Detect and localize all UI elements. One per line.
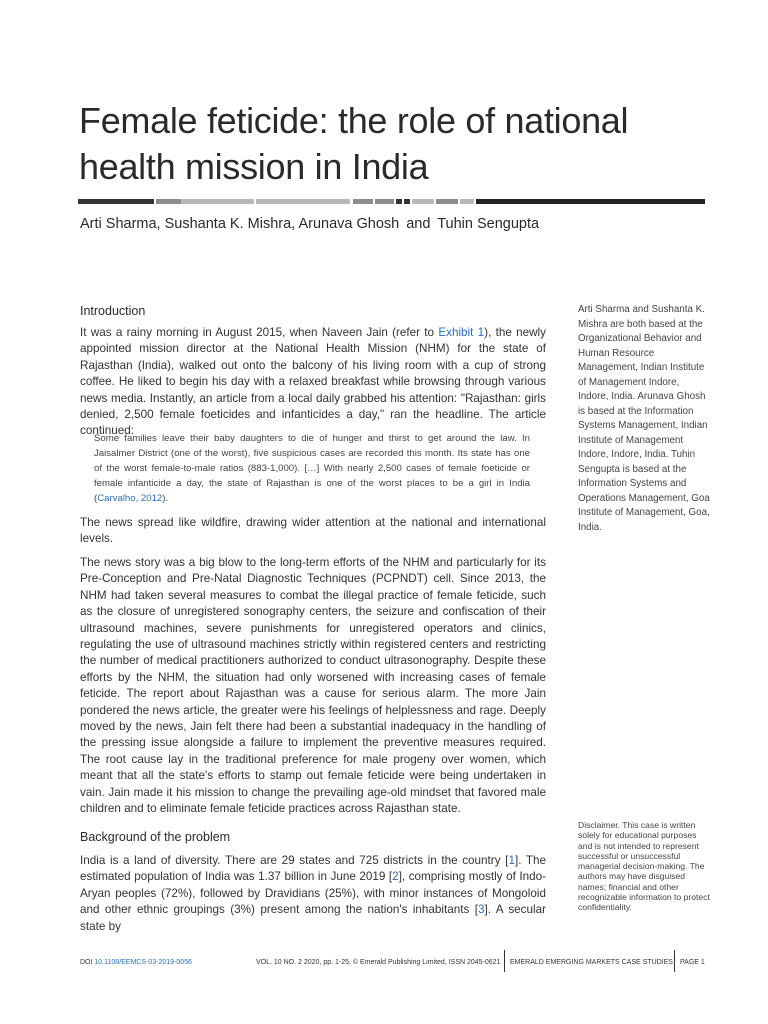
rule-segment — [460, 199, 474, 204]
quote-text: Some families leave their baby daughters to die of hunger and thirst to get around the law. In Jaisalmer District (one of the worst), five suspicious cases are recorded this month. Its state has one of the worst female-to-male ratios (883-1,000). […] With nearly 2,500 cases of female foeticide or female infanticide a day, the state of Rajasthan is one of the worst places to be a girl in India ( — [94, 433, 530, 505]
footer-journal-name: EMERALD EMERGING MARKETS CASE STUDIES — [510, 959, 673, 966]
footer-volume-info: VOL. 10 NO. 2 2020, pp. 1-25, © Emerald Publishing Limited, ISSN 2045-0621 — [256, 959, 501, 966]
background-heading: Background of the problem — [80, 830, 231, 844]
intro-paragraph-3 — [80, 555, 546, 818]
intro-paragraph-2 — [80, 515, 546, 548]
disclaimer-text: Disclaimer. This case is written solely for educational purposes and is not intended to represent successful or unsuccessful managerial decision-making. The authors may have disguised names; financial and other recognizable information to protect confidentiality. — [578, 820, 710, 913]
reference-1-link[interactable]: 1 — [508, 854, 515, 867]
author-name: Arti Sharma, — [80, 216, 161, 232]
author-name: Sushanta K. Mishra, — [164, 216, 296, 232]
footer-separator — [674, 950, 675, 972]
disclaimer-note — [578, 820, 710, 913]
doi-link[interactable]: 10.1108/EEMCS-03-2019-0056 — [94, 959, 192, 966]
intro-text: It was a rainy morning in August 2015, when Naveen Jain (refer to — [80, 326, 439, 339]
title-line-2: health mission in India — [79, 146, 429, 187]
rule-segment — [375, 199, 394, 204]
exhibit-1-link[interactable]: Exhibit 1 — [438, 326, 485, 339]
title-line-1: Female feticide: the role of national — [79, 100, 629, 141]
reference-2-link[interactable]: 2 — [392, 870, 399, 884]
author-name: Arunava Ghosh — [298, 216, 400, 232]
intro-paragraph-2-text: The news spread like wildfire, drawing wider attention at the national and international levels. — [80, 516, 546, 546]
carvalho-2012-citation-link[interactable]: Carvalho, 2012 — [97, 493, 163, 505]
rule-segment — [181, 199, 254, 204]
reference-3-link[interactable]: 3 — [478, 903, 485, 917]
rule-segment — [78, 199, 154, 204]
affiliation-text: Arti Sharma and Sushanta K. Mishra are both based at the Organizational Behavior and Human Resource Management, Indian Institute of Management Indore, Indore, India. Arunava Ghosh is based at the Information Systems Management, Indian Institute of Management Indore, Indore, India. Tuhin Sengupta is based at the Information Systems and Operations Management, Goa Institute of Management, Goa, India. — [578, 304, 710, 533]
rule-segment — [353, 199, 373, 204]
news-block-quote — [94, 431, 530, 506]
doi-label: DOI — [80, 959, 93, 966]
author-conjunction: and — [406, 216, 431, 232]
author-list — [80, 216, 539, 232]
paper-title — [79, 98, 679, 190]
footer-separator — [504, 950, 505, 972]
background-paragraph — [80, 853, 546, 935]
introduction-heading: Introduction — [80, 304, 146, 318]
rule-segment — [412, 199, 434, 204]
author-affiliations-sidebar — [578, 303, 710, 535]
footer-doi — [80, 959, 192, 966]
background-text: ]. The estimated population of India was 1.37 billion in June 2019 [ — [80, 854, 547, 884]
intro-text: ), the newly appointed mission director at the National Health Mission (NHM) for the state of Rajasthan (India), walked out onto the balcony of his living room with a cup of strong coffee. He liked to begin his day with a relaxed breakfast while browsing through various news media. Instantly, an article from a local daily grabbed his attention: "Rajasthan: girls denied, 2,500 female foeticides and infanticides a day," ran the headline. The article continued: — [80, 326, 546, 438]
author-name: Tuhin Sengupta — [437, 216, 540, 232]
footer-page-number: PAGE 1 — [680, 959, 705, 966]
rule-segment — [476, 199, 705, 204]
background-text: ], comprising mostly of Indo-Aryan peoples (72%), followed by Dravidians (25%), with minor instances of Mongoloid and other ethnic groupings (3%) present among the nation's inhabitants [ — [80, 870, 546, 917]
quote-text: ). — [162, 493, 169, 505]
rule-segment — [396, 199, 402, 204]
title-divider-rule — [78, 199, 705, 204]
rule-segment — [436, 199, 458, 204]
rule-segment — [256, 199, 350, 204]
rule-segment — [404, 199, 410, 204]
background-text: India is a land of diversity. There are 29 states and 725 districts in the country [ — [80, 854, 509, 867]
intro-paragraph-1 — [80, 325, 546, 440]
background-text: ]. A secular state by — [80, 903, 546, 933]
intro-paragraph-3-text: The news story was a big blow to the long-term efforts of the NHM and particularly for its Pre-Conception and Pre-Natal Diagnostic Techniques (PCPNDT) cell. Since 2013, the NHM had taken several measures to combat the illegal practice of female feticide, such as the closure of unregistered sonography centers, the seizure and confiscation of their ultrasound machines, severe punishments for unregistered operators and clinics, regulating the use of ultrasound machines strictly within registered centers and restricting the number of medical practitioners authorized to conduct ultrasonography. Despite these efforts by the NHM, the situation had only worsened with increasing cases of female feticide. The report about Rajasthan was a cause for serious alarm. The more Jain pondered the news article, the greater were his feelings of helplessness and rage. Deeply moved by the news, Jain felt there had been a substantial inadequacy in the handling of the pressing issue alongside a failure to implement the preventive measures required. The root cause lay in the traditional preference for male progeny over women, which meant that all the state's efforts to stamp out female feticide were being undertaken in vain. Jain made it his mission to change the prevailing age-old mindset that favored male children and to eliminate female feticide practices across Rajasthan state. — [80, 556, 546, 816]
